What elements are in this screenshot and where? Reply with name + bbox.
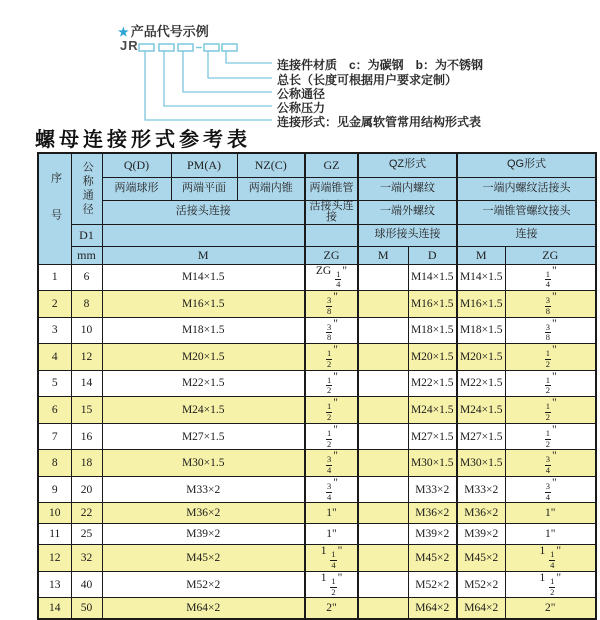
table-row — [38, 291, 596, 318]
cell-qg-m: M27×1.5 — [457, 423, 505, 450]
cell-qg-m: M33×2 — [457, 476, 505, 503]
cell-qz-d: M24×1.5 — [408, 397, 457, 424]
code-label-material: 连接件材质 c：为碳钢 b：为不锈钢 — [277, 58, 484, 72]
header-unit-qz-d: D — [408, 246, 457, 264]
cell-dn: 25 — [71, 524, 102, 545]
code-label-conn-form: 连接形式：见金属软管常用结构形式表 — [277, 115, 482, 129]
cell-qg-m: M36×2 — [457, 503, 505, 524]
header-sub-qd: 两端球形 — [102, 177, 171, 200]
cell-qg-zg: 1 $\frac{1}{2}$ " — [505, 571, 596, 598]
header-conn-ext-thread: 一端外螺纹 — [358, 200, 457, 224]
cell-qg-m: M24×1.5 — [457, 397, 505, 424]
cell-qz-m — [358, 476, 408, 503]
table-row — [38, 423, 596, 450]
cell-qz-d: M30×1.5 — [408, 450, 457, 477]
header-seq: 序号 — [38, 153, 71, 264]
cell-m: M45×2 — [102, 545, 305, 572]
table-row — [38, 344, 596, 371]
cell-gz-zg: $\frac{1}{2}$ " — [305, 397, 358, 424]
cell-dn: 32 — [71, 545, 102, 572]
cell-qg-m: M30×1.5 — [457, 450, 505, 477]
cell-qz-m — [358, 450, 408, 477]
cell-m: M52×2 — [102, 571, 305, 598]
cell-seq: 3 — [38, 317, 71, 344]
table-row — [38, 317, 596, 344]
cell-qz-m — [358, 545, 408, 572]
header-group-qz: QZ形式 — [358, 153, 457, 177]
cell-qz-m — [358, 423, 408, 450]
leader-line — [183, 51, 272, 92]
cell-qz-m — [358, 264, 408, 291]
cell-qz-d: M16×1.5 — [408, 291, 457, 318]
cell-qz-d: M14×1.5 — [408, 264, 457, 291]
table-row — [38, 397, 596, 424]
code-label-pressure: 公称压力 — [277, 101, 326, 115]
cell-qg-zg: $\frac{3}{4}$ " — [505, 476, 596, 503]
header-unit-zg: ZG — [305, 246, 358, 264]
cell-seq: 7 — [38, 423, 71, 450]
cell-dn: 10 — [71, 317, 102, 344]
cell-seq: 10 — [38, 503, 71, 524]
cell-dn: 16 — [71, 423, 102, 450]
table-row — [38, 571, 596, 598]
cell-dn: 50 — [71, 598, 102, 619]
header-sub-gz: 两端锥管 — [305, 177, 358, 200]
header-group-pma: PM(A) — [171, 153, 237, 177]
cell-qz-m — [358, 524, 408, 545]
cell-qz-d: M45×2 — [408, 545, 457, 572]
table-row — [38, 450, 596, 477]
diagram-heading-text: 产品代号示例 — [130, 24, 209, 39]
table-row — [38, 545, 596, 572]
cell-m: M24×1.5 — [102, 397, 305, 424]
cell-gz-zg: $\frac{3}{8}$ " — [305, 317, 358, 344]
table-title: 螺母连接形式参考表 — [35, 129, 251, 151]
cell-gz-zg: $\frac{3}{4}$ " — [305, 450, 358, 477]
cell-qz-m — [358, 598, 408, 619]
cell-m: M36×2 — [102, 503, 305, 524]
cell-qz-d: M64×2 — [408, 598, 457, 619]
cell-dn: 12 — [71, 344, 102, 371]
cell-seq: 4 — [38, 344, 71, 371]
table-header — [38, 153, 596, 264]
cell-gz-zg: 1" — [305, 524, 358, 545]
cell-seq: 1 — [38, 264, 71, 291]
code-box — [222, 44, 237, 51]
header-mm: mm — [71, 246, 102, 264]
cell-m: M16×1.5 — [102, 291, 305, 318]
cell-qg-m: M14×1.5 — [457, 264, 505, 291]
cell-dn: 20 — [71, 476, 102, 503]
table-row — [38, 476, 596, 503]
cell-gz-zg: $\frac{1}{2}$ " — [305, 370, 358, 397]
cell-qz-m — [358, 317, 408, 344]
header-ball-joint-conn: 球形接头连接 — [358, 224, 457, 246]
cell-qg-m: M20×1.5 — [457, 344, 505, 371]
header-sub-nzc: 两端内锥 — [237, 177, 305, 200]
header-blank-gz — [305, 224, 358, 246]
cell-qg-m: M45×2 — [457, 545, 505, 572]
cell-qz-d: M52×2 — [408, 571, 457, 598]
header-conn-union: 活接头连接 — [102, 200, 305, 224]
header-sub-pma: 两端平面 — [171, 177, 237, 200]
product-code-prefix: JR — [120, 38, 139, 53]
cell-qg-zg: $\frac{1}{2}$ " — [505, 423, 596, 450]
cell-m: M30×1.5 — [102, 450, 305, 477]
header-conn-taper-thread: 一端锥管螺纹接头 — [457, 200, 596, 224]
cell-gz-zg: 1 $\frac{1}{2}$ " — [305, 571, 358, 598]
cell-qg-m: M39×2 — [457, 524, 505, 545]
nut-connection-table — [37, 152, 597, 620]
cell-m: M18×1.5 — [102, 317, 305, 344]
code-label-length: 总长（长度可根据用户要求定制） — [277, 73, 458, 87]
cell-qg-zg: $\frac{3}{4}$ " — [505, 450, 596, 477]
cell-qg-m: M16×1.5 — [457, 291, 505, 318]
cell-dn: 6 — [71, 264, 102, 291]
cell-seq: 2 — [38, 291, 71, 318]
cell-qz-m — [358, 503, 408, 524]
cell-m: M20×1.5 — [102, 344, 305, 371]
header-group-qg: QG形式 — [457, 153, 596, 177]
table-row — [38, 598, 596, 619]
cell-qg-zg: 1" — [505, 503, 596, 524]
leader-line — [226, 51, 272, 63]
header-unit-qz-m: M — [358, 246, 408, 264]
cell-seq: 13 — [38, 571, 71, 598]
cell-m: M14×1.5 — [102, 264, 305, 291]
cell-qz-m — [358, 370, 408, 397]
cell-seq: 5 — [38, 370, 71, 397]
cell-qz-d: M20×1.5 — [408, 344, 457, 371]
cell-gz-zg: 2" — [305, 598, 358, 619]
cell-qg-zg: 2" — [505, 598, 596, 619]
cell-gz-zg: 1" — [305, 503, 358, 524]
header-conn-union-gz: 活接头连接 — [305, 200, 358, 224]
code-box — [178, 44, 193, 51]
cell-qg-m: M64×2 — [457, 598, 505, 619]
cell-dn: 15 — [71, 397, 102, 424]
cell-m: M22×1.5 — [102, 370, 305, 397]
header-unit-qg-m: M — [457, 246, 505, 264]
header-unit-qg-zg: ZG — [505, 246, 596, 264]
cell-gz-zg: $\frac{1}{2}$ " — [305, 344, 358, 371]
cell-qg-zg: 1" — [505, 524, 596, 545]
cell-m: M27×1.5 — [102, 423, 305, 450]
cell-seq: 6 — [38, 397, 71, 424]
cell-qg-zg: $\frac{1}{2}$ " — [505, 344, 596, 371]
header-conn: 连接 — [457, 224, 596, 246]
cell-m: M39×2 — [102, 524, 305, 545]
cell-qg-zg: 1 $\frac{1}{4}$ " — [505, 545, 596, 572]
cell-qz-d: M22×1.5 — [408, 370, 457, 397]
cell-qg-m: M52×2 — [457, 571, 505, 598]
table-row — [38, 503, 596, 524]
header-blank-m — [102, 224, 305, 246]
cell-qz-d: M18×1.5 — [408, 317, 457, 344]
cell-gz-zg: $\frac{1}{2}$ " — [305, 423, 358, 450]
cell-qg-zg: $\frac{3}{8}$ " — [505, 291, 596, 318]
table-body — [38, 264, 596, 619]
cell-seq: 11 — [38, 524, 71, 545]
cell-qz-m — [358, 571, 408, 598]
table-row — [38, 524, 596, 545]
header-dn: 公称通径 — [71, 153, 102, 224]
cell-qg-zg: $\frac{1}{2}$ " — [505, 370, 596, 397]
code-box — [204, 44, 219, 51]
header-group-qd: Q(D) — [102, 153, 171, 177]
cell-gz-zg: $\frac{3}{4}$ " — [305, 476, 358, 503]
table-row — [38, 370, 596, 397]
cell-seq: 8 — [38, 450, 71, 477]
header-d1: D1 — [71, 224, 102, 246]
header-group-nzc: NZ(C) — [237, 153, 305, 177]
cell-m: M33×2 — [102, 476, 305, 503]
cell-m: M64×2 — [102, 598, 305, 619]
header-unit-m: M — [102, 246, 305, 264]
star-icon: ★ — [118, 25, 129, 39]
cell-qg-zg: $\frac{1}{4}$ " — [505, 264, 596, 291]
cell-qz-m — [358, 344, 408, 371]
cell-qz-d: M39×2 — [408, 524, 457, 545]
cell-dn: 18 — [71, 450, 102, 477]
cell-gz-zg: $\frac{3}{8}$ " — [305, 291, 358, 318]
leader-line — [208, 51, 272, 78]
code-label-diameter: 公称通径 — [277, 87, 326, 101]
header-sub-qg: 一端内螺纹活接头 — [457, 177, 596, 200]
cell-dn: 14 — [71, 370, 102, 397]
header-sub-qz: 一端内螺纹 — [358, 177, 457, 200]
cell-dn: 22 — [71, 503, 102, 524]
cell-qz-m — [358, 291, 408, 318]
code-box — [139, 44, 154, 51]
header-group-gz: GZ — [305, 153, 358, 177]
cell-dn: 40 — [71, 571, 102, 598]
cell-qz-m — [358, 397, 408, 424]
cell-seq: 12 — [38, 545, 71, 572]
cell-qg-m: M18×1.5 — [457, 317, 505, 344]
cell-qg-zg: $\frac{1}{2}$ " — [505, 397, 596, 424]
cell-qz-d: M33×2 — [408, 476, 457, 503]
code-box — [159, 44, 174, 51]
cell-qz-d: M36×2 — [408, 503, 457, 524]
cell-seq: 14 — [38, 598, 71, 619]
cell-seq: 9 — [38, 476, 71, 503]
cell-gz-zg: 1 $\frac{1}{4}$ " — [305, 545, 358, 572]
table-row — [38, 264, 596, 291]
cell-qz-d: M27×1.5 — [408, 423, 457, 450]
cell-dn: 8 — [71, 291, 102, 318]
cell-qg-m: M22×1.5 — [457, 370, 505, 397]
cell-qg-zg: $\frac{3}{8}$ " — [505, 317, 596, 344]
cell-gz-zg: ZG $\frac{1}{4}$ " — [305, 264, 358, 291]
